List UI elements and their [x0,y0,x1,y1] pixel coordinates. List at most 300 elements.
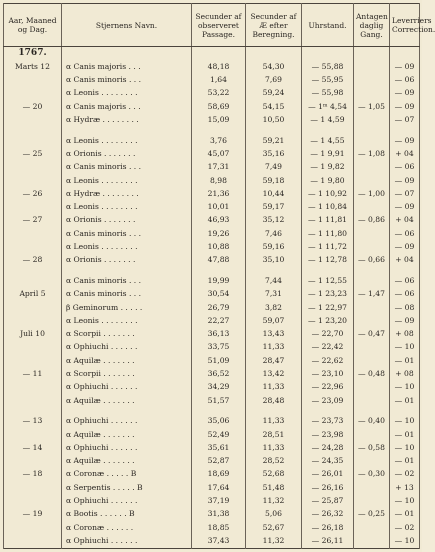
row-rate: — 0,48 [354,368,390,381]
row-star: α Orionis . . . . . . . [62,214,192,227]
row-rate [354,407,390,415]
row-star: α Canis minoris . . . [62,275,192,288]
row-observed: 31,38 [192,508,246,521]
row-star [62,407,192,415]
row-observed: 19,26 [192,227,246,240]
table-row [4,100,420,113]
row-correction: — 07 [390,114,420,127]
row-rate [354,241,390,254]
table-row [4,227,420,240]
row-date: — 27 [4,214,62,227]
row-observed: 17,31 [192,161,246,174]
row-after: 35,10 [246,254,302,267]
row-observed: 19,99 [192,275,246,288]
row-clock: — 1 12,55 [302,275,354,288]
row-star: α Leonis . . . . . . . . [62,241,192,254]
row-clock: — 1 4,55 [302,134,354,147]
row-date [4,127,62,135]
row-date [4,407,62,415]
row-clock: — 24,28 [302,442,354,455]
row-star: α Coronæ . . . . . B [62,468,192,481]
row-date [4,174,62,187]
row-clock: — 1 9,82 [302,161,354,174]
table-row [4,87,420,100]
spacer-row [4,267,420,275]
row-star: α Orionis . . . . . . . [62,254,192,267]
row-star: α Canis minoris . . . [62,161,192,174]
row-rate [354,275,390,288]
spacer-row [4,127,420,135]
row-star: α Ophiuchi . . . . . . [62,495,192,508]
row-date [4,161,62,174]
row-correction: + 04 [390,254,420,267]
row-correction: — 10 [390,495,420,508]
row-correction: — 01 [390,354,420,367]
row-after: 11,32 [246,535,302,549]
row-star: α Bootis . . . . . . B [62,508,192,521]
row-star: α Orionis . . . . . . . [62,148,192,161]
row-rate [354,315,390,328]
row-after: 7,49 [246,161,302,174]
row-star: α Leonis . . . . . . . . [62,174,192,187]
row-clock: — 1 11,72 [302,241,354,254]
row-after: 51,48 [246,481,302,494]
row-star: β Geminorum . . . . . [62,301,192,314]
table-row [4,187,420,200]
row-date [4,267,62,275]
row-rate [354,227,390,240]
row-star: α Canis minoris . . . [62,74,192,87]
row-observed: 26,79 [192,301,246,314]
row-clock: — 1 9,80 [302,174,354,187]
row-observed: 35,06 [192,415,246,428]
row-star: α Scorpii . . . . . . . [62,328,192,341]
row-date: — 28 [4,254,62,267]
row-observed [192,127,246,135]
row-clock: — 1 22,97 [302,301,354,314]
row-rate [354,60,390,73]
row-observed [192,267,246,275]
row-date [4,495,62,508]
row-after: 28,48 [246,394,302,407]
header-rate: Antagen daglig Gang. [354,4,390,47]
row-date: April 5 [4,288,62,301]
row-after: 3,82 [246,301,302,314]
row-star: α Ophiuchi . . . . . . [62,415,192,428]
row-correction: — 01 [390,455,420,468]
row-star: α Aquilæ . . . . . . . [62,455,192,468]
table-row [4,341,420,354]
row-star: α Aquilæ . . . . . . . [62,354,192,367]
row-rate [354,455,390,468]
row-rate: — 0,86 [354,214,390,227]
row-rate: — 0,25 [354,508,390,521]
row-observed: 58,69 [192,100,246,113]
row-rate: — 1,05 [354,100,390,113]
row-after: 54,30 [246,60,302,73]
row-clock: — 55,98 [302,87,354,100]
row-rate [354,341,390,354]
row-after: 7,46 [246,227,302,240]
row-after: 35,16 [246,148,302,161]
row-clock [302,407,354,415]
row-correction: + 13 [390,481,420,494]
row-rate: — 0,47 [354,328,390,341]
row-observed: 46,93 [192,214,246,227]
header-date: Aar, Maaned og Dag. [4,4,62,47]
row-after: 59,24 [246,87,302,100]
row-after: 59,18 [246,174,302,187]
row-date [4,201,62,214]
row-date [4,354,62,367]
row-clock [302,127,354,135]
table-row [4,481,420,494]
row-correction: + 08 [390,328,420,341]
row-star [62,127,192,135]
row-rate [354,74,390,87]
row-rate: — 1,00 [354,187,390,200]
row-date [4,275,62,288]
row-clock: — 23,10 [302,368,354,381]
row-star: α Leonis . . . . . . . . [62,87,192,100]
row-clock: — 1ᵐ 4,54 [302,100,354,113]
row-star: α Aquilæ . . . . . . . [62,428,192,441]
row-correction: — 09 [390,134,420,147]
row-observed: 1,64 [192,74,246,87]
row-observed: 30,54 [192,288,246,301]
row-star: α Hydræ . . . . . . . . [62,114,192,127]
row-star: α Leonis . . . . . . . . [62,134,192,147]
row-star: α Canis minoris . . . [62,227,192,240]
row-correction: + 04 [390,148,420,161]
row-correction: — 01 [390,428,420,441]
row-rate [354,161,390,174]
row-clock: — 55,95 [302,74,354,87]
row-star: α Ophiuchi . . . . . . [62,341,192,354]
table-body [4,47,420,549]
row-date: — 13 [4,415,62,428]
row-clock: — 1 10,92 [302,187,354,200]
row-correction: — 01 [390,394,420,407]
row-after: 59,16 [246,241,302,254]
row-observed: 18,85 [192,521,246,534]
row-after: 11,33 [246,341,302,354]
row-clock: — 22,42 [302,341,354,354]
row-rate [354,87,390,100]
table-row [4,535,420,549]
row-after: 28,51 [246,428,302,441]
row-correction [390,127,420,135]
table-row [4,381,420,394]
row-correction: — 01 [390,508,420,521]
row-clock: — 26,11 [302,535,354,549]
row-rate [354,535,390,549]
row-date [4,74,62,87]
row-clock: — 1 11,81 [302,214,354,227]
row-date [4,481,62,494]
row-correction: — 10 [390,381,420,394]
table-row [4,354,420,367]
row-date [4,535,62,549]
row-after: 10,44 [246,187,302,200]
row-rate [354,394,390,407]
row-star: α Serpentis . . . . . B [62,481,192,494]
row-rate [354,127,390,135]
row-clock: — 22,70 [302,328,354,341]
row-clock: — 26,16 [302,481,354,494]
row-clock: — 26,01 [302,468,354,481]
year-label: 1767. [4,47,62,61]
row-after: 11,33 [246,442,302,455]
row-correction: — 09 [390,315,420,328]
row-star: α Ophiuchi . . . . . . [62,442,192,455]
row-clock: — 1 10,84 [302,201,354,214]
row-date [4,301,62,314]
row-observed: 36,52 [192,368,246,381]
row-correction: — 06 [390,74,420,87]
row-correction: + 08 [390,368,420,381]
row-clock: — 23,98 [302,428,354,441]
observation-table [3,3,435,549]
row-clock: — 1 23,23 [302,288,354,301]
row-rate [354,134,390,147]
row-correction: — 08 [390,301,420,314]
row-correction: — 09 [390,87,420,100]
row-observed: 51,57 [192,394,246,407]
table-row [4,442,420,455]
row-after [246,127,302,135]
row-observed: 10,01 [192,201,246,214]
row-observed [192,407,246,415]
row-correction: — 06 [390,161,420,174]
row-observed: 36,13 [192,328,246,341]
row-clock: — 26,18 [302,521,354,534]
row-rate: — 1,08 [354,148,390,161]
table-row [4,495,420,508]
row-observed: 35,61 [192,442,246,455]
row-observed: 18,69 [192,468,246,481]
row-clock: — 55,88 [302,60,354,73]
table-row [4,241,420,254]
row-observed: 52,49 [192,428,246,441]
row-after [246,407,302,415]
table-row [4,468,420,481]
row-date [4,241,62,254]
row-date: — 11 [4,368,62,381]
row-after: 11,33 [246,415,302,428]
row-clock: — 22,96 [302,381,354,394]
table-row [4,368,420,381]
table-row [4,114,420,127]
year-row [4,47,420,61]
row-date: — 19 [4,508,62,521]
row-rate: — 0,40 [354,415,390,428]
row-date [4,381,62,394]
table-row [4,161,420,174]
row-observed: 51,09 [192,354,246,367]
row-date [4,227,62,240]
header-observed: Secunder af observeret Passage. [192,4,246,47]
header-row [4,4,420,47]
row-observed: 47,88 [192,254,246,267]
row-date [4,521,62,534]
row-observed: 48,18 [192,60,246,73]
row-star: α Aquilæ . . . . . . . [62,394,192,407]
row-rate [354,481,390,494]
row-correction: — 06 [390,227,420,240]
row-correction: — 10 [390,341,420,354]
row-after: 28,52 [246,455,302,468]
row-clock: — 23,73 [302,415,354,428]
row-correction: — 06 [390,275,420,288]
row-after: 35,12 [246,214,302,227]
row-date: — 25 [4,148,62,161]
row-after: 59,17 [246,201,302,214]
row-observed: 8,98 [192,174,246,187]
row-after: 13,42 [246,368,302,381]
table-row [4,214,420,227]
table-row [4,415,420,428]
table-row [4,428,420,441]
table-row [4,134,420,147]
row-after [246,267,302,275]
row-rate [354,301,390,314]
row-clock: — 25,87 [302,495,354,508]
row-date [4,428,62,441]
row-after: 52,67 [246,521,302,534]
table-row [4,508,420,521]
row-after: 7,69 [246,74,302,87]
table-row [4,301,420,314]
row-observed: 33,75 [192,341,246,354]
row-observed: 22,27 [192,315,246,328]
row-star: α Canis minoris . . . [62,288,192,301]
row-correction: — 10 [390,415,420,428]
row-rate [354,521,390,534]
row-rate [354,354,390,367]
row-star: α Ophiuchi . . . . . . [62,535,192,549]
table-row [4,275,420,288]
row-date: Marts 12 [4,60,62,73]
row-rate [354,381,390,394]
row-correction: — 02 [390,468,420,481]
row-correction: + 04 [390,214,420,227]
row-star: α Canis majoris . . . [62,60,192,73]
row-correction: — 09 [390,201,420,214]
row-clock: — 22,62 [302,354,354,367]
row-clock: — 1 11,80 [302,227,354,240]
header-after: Secunder af Æ efter Beregning. [246,4,302,47]
row-rate: — 0,66 [354,254,390,267]
row-clock: — 1 12,78 [302,254,354,267]
row-star: α Scorpii . . . . . . . [62,368,192,381]
row-after: 13,43 [246,328,302,341]
row-observed: 37,43 [192,535,246,549]
row-clock: — 24,35 [302,455,354,468]
row-clock: — 1 4,59 [302,114,354,127]
row-after: 7,44 [246,275,302,288]
row-date: — 14 [4,442,62,455]
row-rate [354,495,390,508]
row-star: α Leonis . . . . . . . . [62,315,192,328]
row-star: α Ophiuchi . . . . . . [62,381,192,394]
table-row [4,254,420,267]
row-correction [390,267,420,275]
row-rate [354,267,390,275]
row-date [4,455,62,468]
row-after: 10,50 [246,114,302,127]
row-clock: — 26,32 [302,508,354,521]
row-observed: 53,22 [192,87,246,100]
row-after: 28,47 [246,354,302,367]
row-observed: 17,64 [192,481,246,494]
table-row [4,394,420,407]
row-date: — 20 [4,100,62,113]
row-rate [354,174,390,187]
row-correction: — 07 [390,187,420,200]
table-row [4,288,420,301]
row-rate [354,114,390,127]
row-date [4,134,62,147]
row-star [62,267,192,275]
row-observed: 21,36 [192,187,246,200]
row-clock: — 1 23,20 [302,315,354,328]
row-after: 5,06 [246,508,302,521]
row-correction: — 09 [390,100,420,113]
row-observed: 15,09 [192,114,246,127]
row-correction: — 09 [390,241,420,254]
row-date [4,341,62,354]
table-row [4,148,420,161]
row-date [4,394,62,407]
table-row [4,328,420,341]
row-rate: — 0,30 [354,468,390,481]
row-date: — 18 [4,468,62,481]
row-correction: — 10 [390,442,420,455]
row-observed: 52,87 [192,455,246,468]
row-after: 7,31 [246,288,302,301]
row-observed: 10,88 [192,241,246,254]
spacer-row [4,407,420,415]
header-star: Stjernens Navn. [62,4,192,47]
row-correction: — 06 [390,288,420,301]
row-clock: — 23,09 [302,394,354,407]
row-star: α Hydræ . . . . . . . . [62,187,192,200]
row-clock: — 1 9,91 [302,148,354,161]
row-rate [354,201,390,214]
row-date: — 26 [4,187,62,200]
table-row [4,174,420,187]
table-row [4,201,420,214]
row-star: α Canis majoris . . . [62,100,192,113]
row-observed: 45,07 [192,148,246,161]
row-after: 54,15 [246,100,302,113]
table-row [4,74,420,87]
row-after: 59,07 [246,315,302,328]
row-date [4,87,62,100]
row-correction: — 09 [390,174,420,187]
table-row [4,315,420,328]
row-star: α Leonis . . . . . . . . [62,201,192,214]
row-after: 11,32 [246,495,302,508]
row-correction: — 02 [390,521,420,534]
row-after: 59,21 [246,134,302,147]
row-observed: 34,29 [192,381,246,394]
row-date: Juli 10 [4,328,62,341]
header-clock: Uhrstand. [302,4,354,47]
row-date [4,315,62,328]
row-date [4,114,62,127]
